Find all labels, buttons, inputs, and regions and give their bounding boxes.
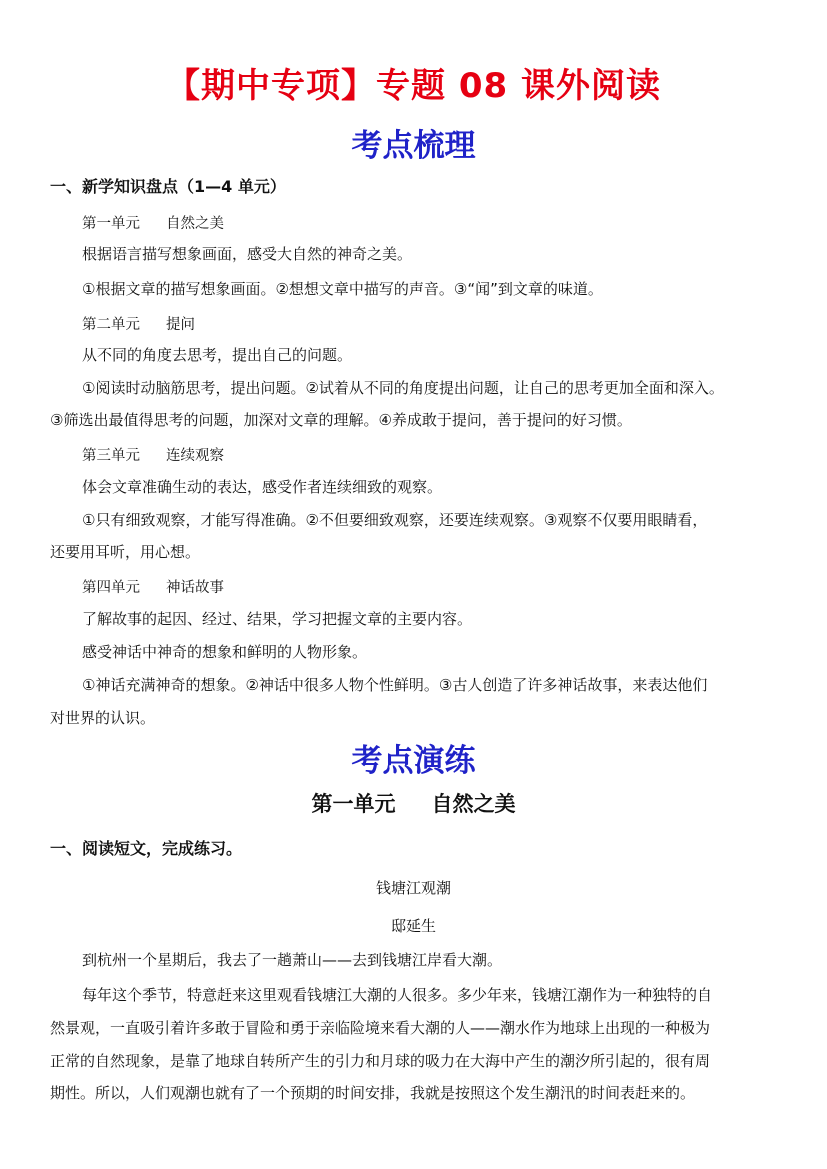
practice-unit-label: 第一单元 <box>311 792 396 816</box>
review-heading: 考点梳理 <box>351 128 476 164</box>
unit-2-title <box>82 313 195 334</box>
unit-1-points: ①根据文章的描写想象画面。②想想文章中描写的声音。③“闻”到文章的味道。 <box>82 280 603 298</box>
unit-4-points-line-2: 对世界的认识。 <box>50 709 156 727</box>
unit-2-points-line-1: ①阅读时动脑筋思考，提出问题。②试着从不同的角度提出问题，让自己的思考更加全面和深入。 <box>82 379 724 397</box>
question-heading: 一、阅读短文，完成练习。 <box>50 839 243 858</box>
article-author: 邸延生 <box>390 917 436 935</box>
unit-3-points-line-1: ①只有细致观察，才能写得准确。②不但要细致观察，还要连续观察。③观察不仅要用眼睛看， <box>82 511 708 529</box>
unit-2-points-line-2: ③筛选出最值得思考的问题，加深对文章的理解。④养成敢于提问，善于提问的好习惯。 <box>50 411 632 429</box>
article-paragraph-2-line-4: 期性。所以，人们观潮也就有了一个预期的时间安排，我就是按照这个发生潮汛的时间表赶来的。 <box>50 1084 696 1102</box>
unit-1-title <box>82 212 224 233</box>
unit-2-label: 第二单元 <box>82 317 140 333</box>
article-paragraph-1: 到杭州一个星期后，我去了一趟萧山——去到钱塘江岸看大潮。 <box>82 951 503 969</box>
practice-unit-title <box>0 788 827 818</box>
practice-heading: 考点演练 <box>351 743 476 779</box>
unit-4-goal: 了解故事的起因、经过、结果，学习把握文章的主要内容。 <box>82 610 473 628</box>
knowledge-section-heading: 一、新学知识盘点（1—4 单元） <box>50 177 286 196</box>
document-title: 【期中专项】专题 08 课外阅读 <box>166 66 661 106</box>
article-paragraph-2-line-3: 正常的自然现象，是靠了地球自转所产生的引力和月球的吸力在大海中产生的潮汐所引起的，很有周 <box>50 1052 711 1070</box>
unit-4-name: 神话故事 <box>166 580 224 596</box>
unit-3-points-line-2: 还要用耳听，用心想。 <box>50 543 201 561</box>
unit-3-label: 第三单元 <box>82 448 140 464</box>
practice-unit-name: 自然之美 <box>431 792 516 816</box>
unit-1-goal: 根据语言描写想象画面，感受大自然的神奇之美。 <box>82 245 413 263</box>
unit-4-goal-2: 感受神话中神奇的想象和鲜明的人物形象。 <box>82 643 368 661</box>
unit-3-goal: 体会文章准确生动的表达，感受作者连续细致的观察。 <box>82 478 443 496</box>
unit-4-title <box>82 576 224 597</box>
unit-2-goal: 从不同的角度去思考，提出自己的问题。 <box>82 346 353 364</box>
unit-1-label: 第一单元 <box>82 216 140 232</box>
unit-4-points-line-1: ①神话充满神奇的想象。②神话中很多人物个性鲜明。③古人创造了许多神话故事，来表达他们 <box>82 676 708 694</box>
unit-3-name: 连续观察 <box>166 448 224 464</box>
article-paragraph-2-line-2: 然景观，一直吸引着许多敢于冒险和勇于亲临险境来看大潮的人——潮水作为地球上出现的一种极为 <box>50 1019 711 1037</box>
unit-1-name: 自然之美 <box>166 216 224 232</box>
unit-4-label: 第四单元 <box>82 580 140 596</box>
article-title: 钱塘江观潮 <box>375 879 451 897</box>
unit-2-name: 提问 <box>166 317 195 333</box>
article-paragraph-2-line-1: 每年这个季节，特意赶来这里观看钱塘江大潮的人很多。多少年来，钱塘江潮作为一种独特的自 <box>82 986 713 1004</box>
unit-3-title <box>82 444 224 465</box>
